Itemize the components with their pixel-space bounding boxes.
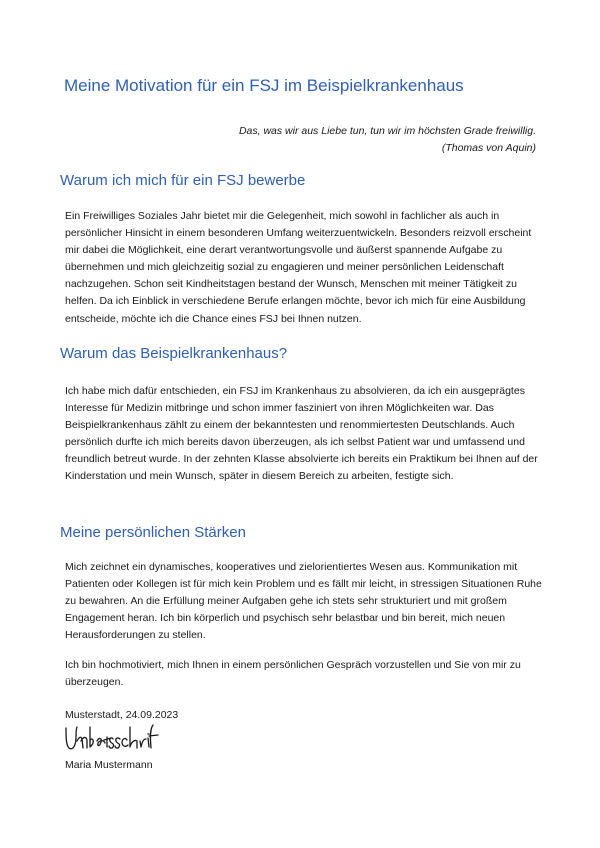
place-date: Musterstadt, 24.09.2023 — [65, 709, 179, 721]
closing-paragraph: Ich bin hochmotiviert, mich Ihnen in einem persönlichen Gespräch vorzustellen und Sie von mir zu überzeugen. — [65, 659, 521, 689]
section-paragraph-motivation: Ein Freiwilliges Soziales Jahr bietet mir die Gelegenheit, mich sowohl in fachlicher als auch in persönlicher Hinsicht in einem besonderen Umfang weiterzuentwickeln. Besonders reizvoll erscheint mir dabei die Möglichkeit, eine derart verantwortungsvolle und äußerst spannende Aufgabe zu übernehmen und mich gleichzeitig sozial zu engagieren und meiner persönlichen Leidenschaft nachzugehen. Schon seit Kindheitstagen bestand der Wunsch, Menschen mit meiner Tätigkeit zu helfen. Da ich Einblick in verschiedene Berufe erlangen möchte, bevor ich mich für eine Ausbildung entscheide, möchte ich die Chance eines FSJ bei Ihnen nutzen. — [65, 210, 532, 325]
section-paragraph-strengths: Mich zeichnet ein dynamisches, kooperatives und zielorientiertes Wesen aus. Kommunikation mit Patienten oder Kollegen ist für mich kein Problem und es fällt mir leicht, in stressigen Situationen Ruhe zu bewahren. An die Erfüllung meiner Aufgaben gehe ich stets sehr strukturiert und mit großem Engagement heran. Ich bin körperlich und psychisch sehr belastbar und bin bereit, mich neuen Herausforderungen zu stellen. — [65, 561, 542, 642]
quote-text: Das, was wir aus Liebe tun, tun wir im höchsten Grade freiwillig. — [238, 125, 536, 137]
signer-name: Maria Mustermann — [65, 759, 153, 771]
page-title: Meine Motivation für ein FSJ im Beispielkrankenhaus — [64, 76, 464, 95]
section-paragraph-hospital: Ich habe mich dafür entschieden, ein FSJ im Krankenhaus zu absolvieren, da ich ein ausgeprägtes Interesse für Medizin mitbringe und schon immer fasziniert von ihren Möglichkeiten war. Das Beispielkrankenhaus zählt zu einem der bekanntesten und renommiertesten Deutschlands. Auch persönlich durfte ich mich bereits davon überzeugen, als ich selbst Patient war und umfassend und freundlich betreut wurde. In der zehnten Klasse absolvierte ich bereits ein Praktikum bei Ihnen auf der Kinderstation und mein Wunsch, später in diesem Bereich zu arbeiten, festigte sich. — [65, 385, 538, 483]
signature — [63, 723, 159, 758]
section-heading-hospital: Warum das Beispielkrankenhaus? — [60, 345, 288, 362]
quote-author: (Thomas von Aquin) — [441, 142, 536, 154]
quote-block — [239, 123, 536, 157]
section-heading-strengths: Meine persönlichen Stärken — [60, 524, 246, 541]
handwritten-signature-icon — [63, 723, 159, 753]
section-heading-motivation: Warum ich mich für ein FSJ bewerbe — [60, 172, 306, 189]
